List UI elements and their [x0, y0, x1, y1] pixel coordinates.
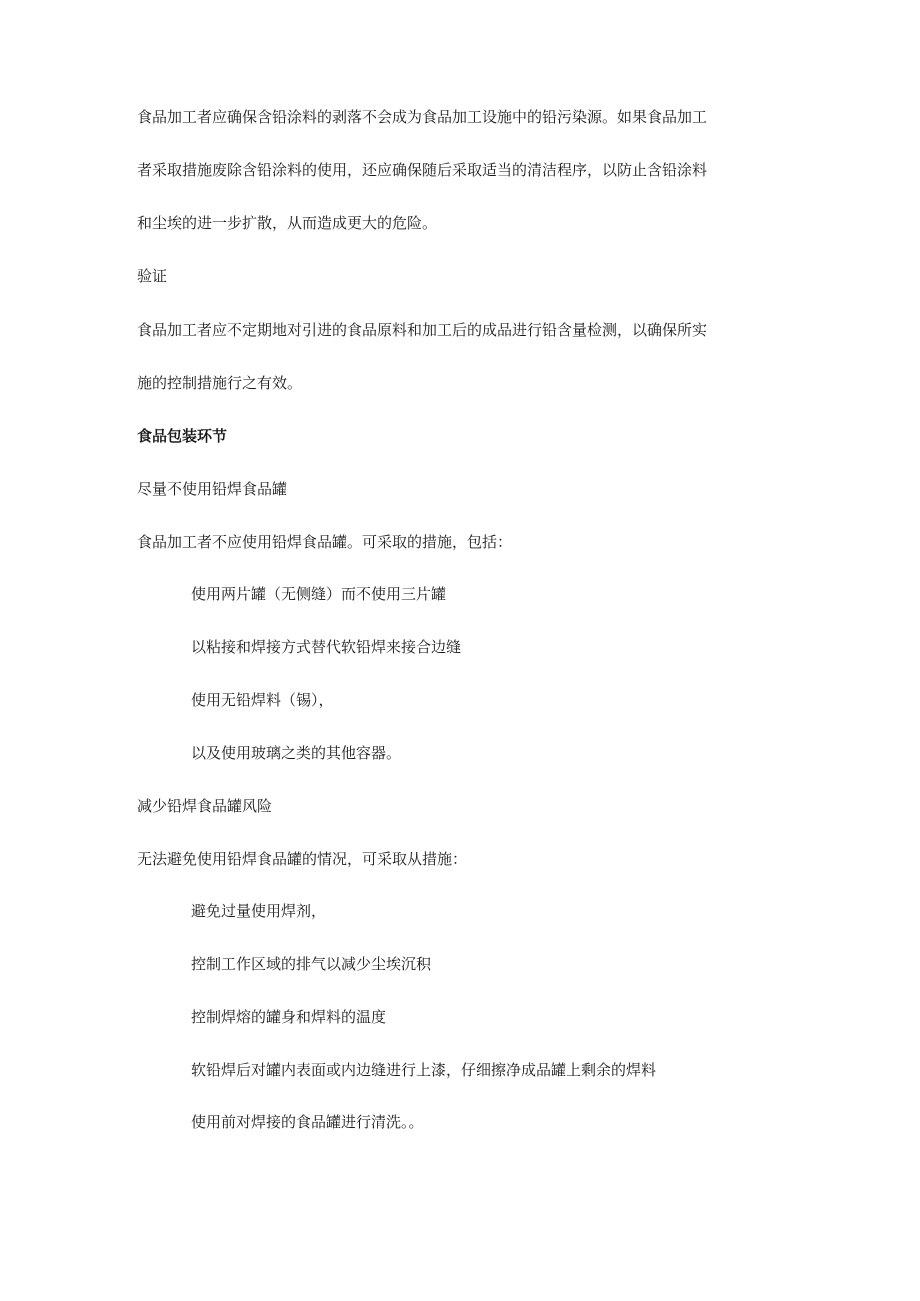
- list-item: 控制工作区域的排气以减少尘埃沉积: [191, 955, 432, 973]
- subheading-verification: 验证: [137, 267, 168, 285]
- list-item: 使用前对焊接的食品罐进行清洗。。: [191, 1113, 424, 1131]
- list-item: 避免过量使用焊剂，: [191, 902, 327, 920]
- subheading-avoid-lead-cans: 尽量不使用铅焊食品罐: [137, 480, 288, 498]
- paragraph-line: 无法避免使用铅焊食品罐的情况，可采取从措施：: [137, 850, 468, 868]
- paragraph-line: 施的控制措施行之有效。: [137, 374, 303, 392]
- list-item: 软铅焊后对罐内表面或内边缝进行上漆，仔细擦净成品罐上剩余的焊料: [191, 1061, 657, 1079]
- list-item: 以粘接和焊接方式替代软铅焊来接合边缝: [191, 638, 462, 656]
- section-heading-packaging: 食品包装环节: [137, 427, 228, 445]
- list-item: 使用两片罐（无侧缝）而不使用三片罐: [191, 585, 447, 603]
- subheading-reduce-risk: 减少铅焊食品罐风险: [137, 797, 273, 815]
- paragraph-line: 食品加工者应不定期地对引进的食品原料和加工后的成品进行铅含量检测，以确保所实: [137, 321, 708, 339]
- list-item: 使用无铅焊料（锡），: [191, 691, 334, 709]
- paragraph-line: 和尘埃的进一步扩散，从而造成更大的危险。: [137, 214, 438, 232]
- paragraph-line: 者采取措施废除含铅涂料的使用，还应确保随后采取适当的清洁程序，以防止含铅涂料: [137, 161, 708, 179]
- list-item: 控制焊熔的罐身和焊料的温度: [191, 1008, 387, 1026]
- list-item: 以及使用玻璃之类的其他容器。: [191, 744, 402, 762]
- paragraph-line: 食品加工者应确保含铅涂料的剥落不会成为食品加工设施中的铅污染源。如果食品加工: [137, 108, 708, 126]
- paragraph-line: 食品加工者不应使用铅焊食品罐。可采取的措施，包括：: [137, 533, 513, 551]
